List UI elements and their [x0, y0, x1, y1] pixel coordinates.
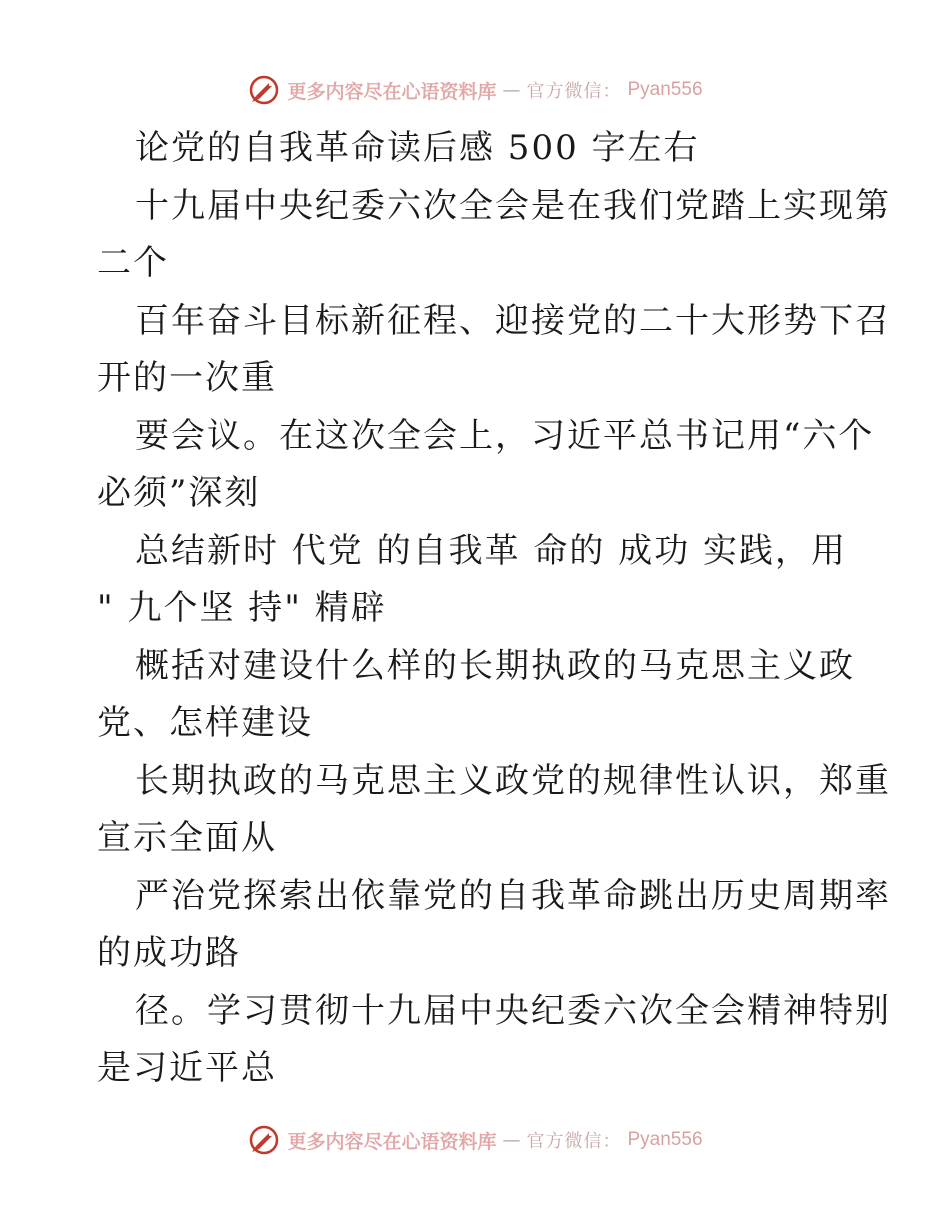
paragraph-line: 十九届中央纪委六次全会是在我们党踏上实现第 — [135, 185, 891, 226]
paragraph-line: 要会议。在这次全会上，习近平总书记用“六个 — [135, 415, 875, 456]
header-separator: — — [502, 79, 521, 101]
footer-banner — [0, 1120, 950, 1160]
paragraph-line: " 九个坚 持" 精辟 — [97, 588, 387, 628]
footer-site-text: 更多内容尽在心语资料库 — [287, 1130, 497, 1153]
pen-nib-logo-icon — [247, 1123, 281, 1157]
paragraph-line: 二个 — [97, 243, 169, 283]
paragraph-line: 宣示全面从 — [97, 818, 277, 858]
footer-wechat-label: 官方微信： — [526, 1131, 622, 1152]
paragraph-line: 百年奋斗目标新征程、迎接党的二十大形势下召 — [135, 300, 891, 341]
paragraph-line: 概括对建设什么样的长期执政的马克思主义政 — [135, 645, 855, 686]
footer-wechat-id: Pyan556 — [627, 1129, 703, 1150]
document-title: 论党的自我革命读后感 500 字左右 — [135, 128, 700, 168]
pen-nib-logo-icon — [247, 73, 281, 107]
paragraph-line: 的成功路 — [97, 933, 241, 973]
paragraph-line: 严治党探索出依靠党的自我革命跳出历史周期率 — [135, 875, 891, 916]
header-banner — [0, 70, 950, 110]
paragraph-line: 径。学习贯彻十九届中央纪委六次全会精神特别 — [135, 990, 891, 1031]
document-body — [97, 120, 891, 1098]
paragraph-line: 党、怎样建设 — [97, 703, 313, 743]
paragraph-line: 必须”深刻 — [97, 473, 261, 513]
header-wechat-id: Pyan556 — [627, 79, 703, 100]
paragraph-line: 长期执政的马克思主义政党的规律性认识，郑重 — [135, 760, 891, 801]
paragraph-line: 开的一次重 — [97, 358, 277, 398]
header-site-text: 更多内容尽在心语资料库 — [287, 80, 497, 103]
paragraph-line: 是习近平总 — [97, 1048, 277, 1088]
header-banner-content — [247, 73, 702, 107]
footer-banner-content — [247, 1123, 702, 1157]
footer-separator: — — [502, 1129, 521, 1151]
paragraph-line: 总结新时 代党 的自我革 命的 成功 实践，用 — [135, 530, 848, 571]
header-wechat-label: 官方微信： — [526, 81, 622, 102]
